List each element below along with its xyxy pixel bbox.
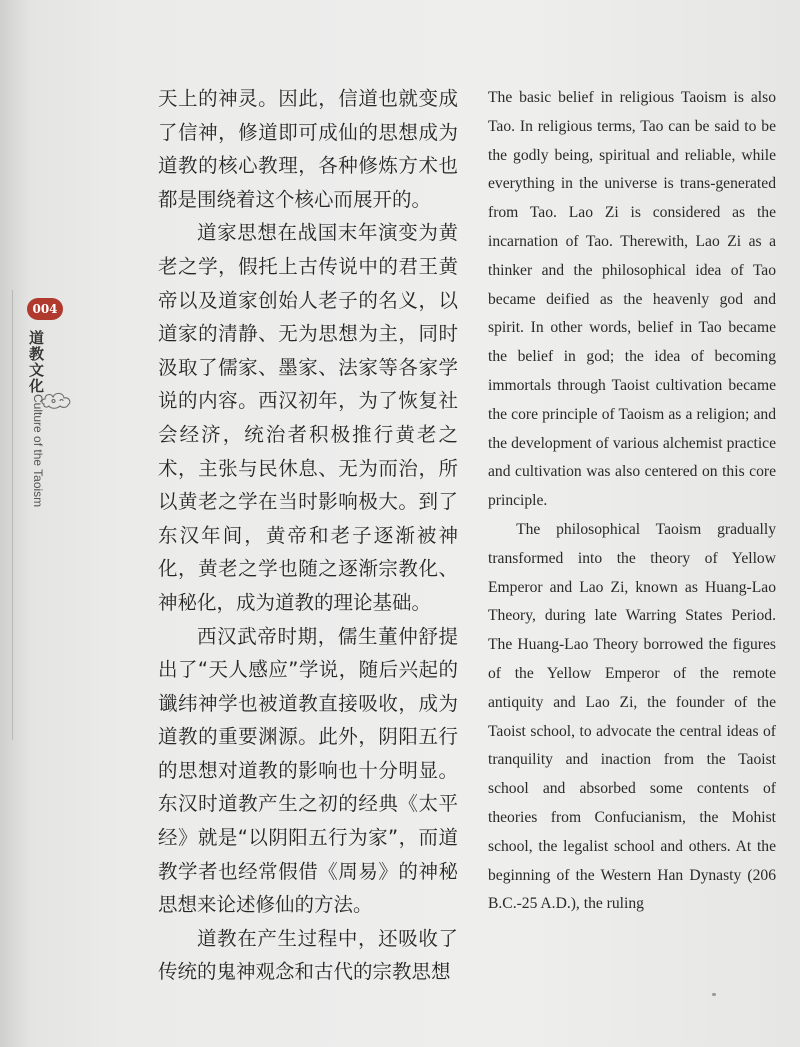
running-header-english: Culture of the Taoism [31, 394, 45, 508]
english-text-column [488, 84, 776, 919]
english-paragraph: The basic belief in religious Taoism is also Tao. In religious terms, Tao can be said to be the godly being, spiritual and reliable, while everything in the universe is trans-generated from Tao. Lao Zi is considered as the incarnation of Tao. Therewith, Lao Zi as a thinker and the philosophical idea of Tao became deified as the heavenly god and spirit. In other words, belief in Tao became the belief in god; the idea of becoming immortals through Taoist cultivation became the core principle of Taoism as a religion; and the development of various alchemist practice and cultivation was also centered on this core principle. [488, 89, 776, 510]
page-number-badge: 004 [27, 298, 63, 320]
chinese-paragraph: 道家思想在战国末年演变为黄老之学，假托上古传说中的君王黄帝以及道家创始人老子的名义，以道家的清静、无为思想为主，同时汲取了儒家、墨家、法家等各家学说的内容。西汉初年，为了恢复社会经济，统治者积极推行黄老之术，主张与民休息、无为而治，所以黄老之学在当时影响极大。到了东汉年间，黄帝和老子逐渐被神化，黄老之学也随之逐渐宗教化、神秘化，成为道教的理论基础。 [158, 221, 458, 614]
chinese-text-column [158, 82, 458, 989]
running-header-vertical [26, 330, 47, 507]
paper-speck [712, 993, 716, 996]
running-header-chinese: 道教文化 [27, 330, 45, 394]
english-paragraph: The philosophical Taoism gradually transformed into the theory of Yellow Emperor and Lao Zi, known as Huang-Lao Theory, during late Warring States Period. The Huang-Lao Theory borrowed the figures of the Yellow Emperor of the remote antiquity and Lao Zi, the founder of the Taoist school, to advocate the central ideas of tranquility and inaction from the Taoist school and absorbed some contents of theories from Confucianism, the Mohist school, the legalist school and others. At the beginning of the Western Han Dynasty (206 B.C.-25 A.D.), the ruling [488, 520, 776, 913]
margin-rule [12, 290, 13, 740]
chinese-paragraph: 天上的神灵。因此，信道也就变成了信神，修道即可成仙的思想成为道教的核心教理，各种修炼方术也都是围绕着这个核心而展开的。 [158, 87, 458, 211]
chinese-paragraph: 西汉武帝时期，儒生董仲舒提出了“天人感应”学说，随后兴起的谶纬神学也被道教直接吸收，成为道教的重要渊源。此外，阴阳五行的思想对道教的影响也十分明显。东汉时道教产生之初的经典《太平经》就是“以阴阳五行为家”，而道教学者也经常假借《周易》的神秘思想来论述修仙的方法。 [158, 624, 458, 917]
cloud-icon [40, 388, 74, 412]
chinese-paragraph: 道教在产生过程中，还吸收了传统的鬼神观念和古代的宗教思想 [158, 926, 458, 984]
